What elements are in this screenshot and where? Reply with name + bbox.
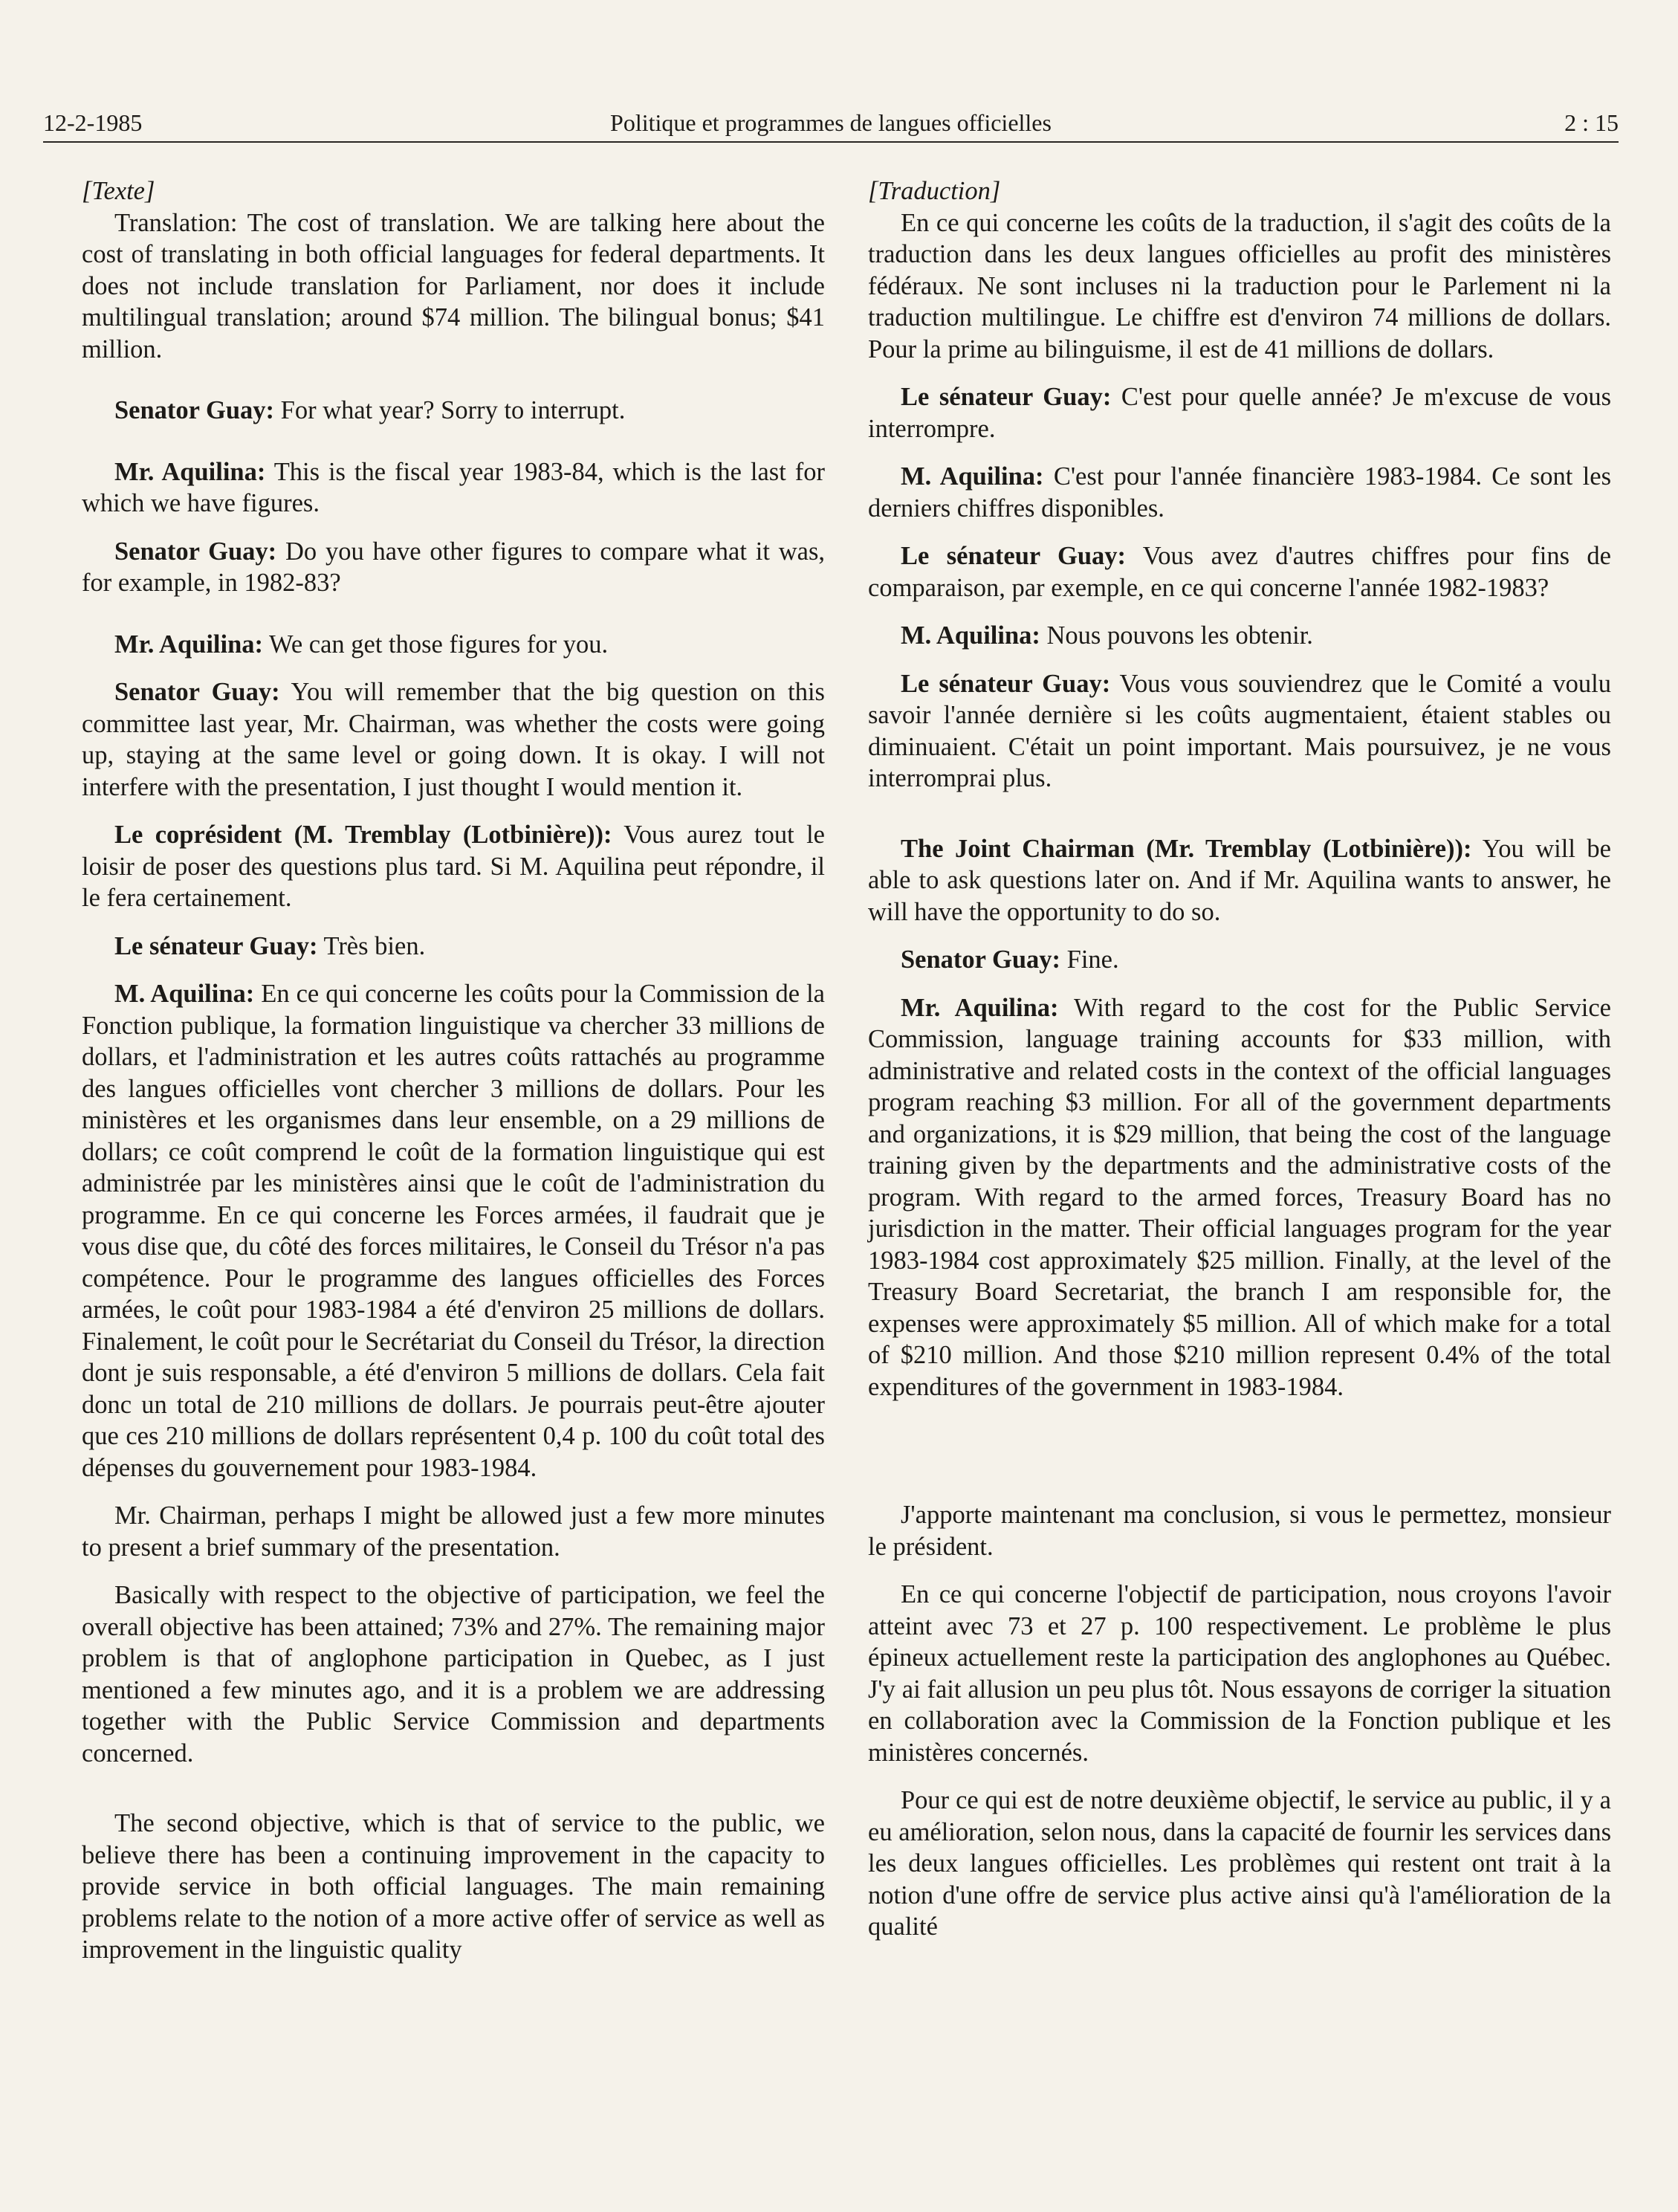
speech-text: Do you have other figures to compare what it was, for example, in 1982-83? xyxy=(82,537,825,597)
paragraph xyxy=(868,833,1611,928)
speaker-name: Senator Guay: xyxy=(114,537,277,566)
speaker-name: Le sénateur Guay: xyxy=(901,383,1112,411)
speech-text: Vous vous souviendrez que le Comité a voulu savoir l'année dernière si les coûts augmentaient, étaient stables ou diminuaient. C'était un point important. Mais poursuivez, je ne vous interromprai plus. xyxy=(868,669,1611,792)
paragraph xyxy=(868,992,1611,1403)
language-marker: [Traduction] xyxy=(868,177,1001,205)
speech-text: C'est pour l'année financière 1983-1984. Ce sont les derniers chiffres disponibles. xyxy=(868,462,1611,523)
speaker-name: Mr. Aquilina: xyxy=(114,457,266,486)
speech-text: For what year? Sorry to interrupt. xyxy=(274,396,626,424)
speech-text: Vous aurez tout le loisir de poser des questions plus tard. Si M. Aquilina peut répondre, il le fera certainement. xyxy=(82,821,825,912)
speech-text: You will remember that the big question on this committee last year, Mr. Chairman, was whether the costs were going up, staying at the same level or going down. It is okay. I will not interfere with the presentation, I just thought I would mention it. xyxy=(82,678,825,801)
speaker-name: M. Aquilina: xyxy=(114,980,255,1008)
paragraph: J'apporte maintenant ma conclusion, si vous le permettez, monsieur le président. xyxy=(868,1501,1611,1561)
left-column-english xyxy=(82,175,825,1982)
paragraph xyxy=(82,978,825,1484)
speech-text: Vous avez d'autres chiffres pour fins de comparaison, par exemple, en ce qui concerne l'année 1982-1983? xyxy=(868,542,1611,602)
paragraph xyxy=(868,540,1611,604)
speech-text: With regard to the cost for the Public Service Commission, language training accounts for $33 million, with administrative and related costs in the context of the official languages program reaching $3 million. For all of the government departments and organizations, it is $29 million, that being the cost of the language training given by the departments and the administrative costs of the program. With regard to the armed forces, Treasury Board has no jurisdiction in the matter. Their official languages program for the year 1983-1984 cost approximately $25 million. Finally, at the level of the Treasury Board Secretariat, the branch I am responsible for, the expenses were approximately $5 million. All of which make for a total of $210 million. And those $210 million represent 0.4% of the total expenditures of the government in 1983-1984. xyxy=(868,993,1611,1401)
paragraph xyxy=(868,944,1611,976)
paragraph: The second objective, which is that of service to the public, we believe there has been a continuing improvement in the capacity to provide service in both official languages. The main remaining problems relate to the notion of a more active offer of service as well as improvement in the linguistic quality xyxy=(82,1809,825,1964)
paragraph xyxy=(82,456,825,520)
speaker-name: Le sénateur Guay: xyxy=(114,931,318,960)
header-page-number: 2 : 15 xyxy=(1564,109,1619,136)
speech-text: You will be able to ask questions later on. And if Mr. Aquilina wants to answer, he will have the opportunity to do so. xyxy=(868,834,1611,926)
paragraph xyxy=(82,536,825,599)
paragraph xyxy=(82,931,825,963)
right-column-french xyxy=(868,175,1611,1959)
paragraph xyxy=(868,668,1611,795)
speaker-name: Le coprésident (M. Tremblay (Lotbinière)): xyxy=(114,821,612,849)
speaker-name: Senator Guay: xyxy=(114,678,280,706)
speech-text: We can get those figures for you. xyxy=(263,630,609,659)
speech-text: C'est pour quelle année? Je m'excuse de vous interrompre. xyxy=(868,383,1611,443)
speaker-name: M. Aquilina: xyxy=(901,621,1040,650)
paragraph xyxy=(82,676,825,803)
speaker-name: Senator Guay: xyxy=(114,396,275,424)
speaker-name: Mr. Aquilina: xyxy=(114,630,264,659)
speech-text: Fine. xyxy=(1060,945,1119,974)
speech-text: Très bien. xyxy=(317,931,426,960)
speaker-name: M. Aquilina: xyxy=(901,462,1044,491)
speaker-name: Senator Guay: xyxy=(901,945,1061,974)
paragraph xyxy=(82,819,825,914)
paragraph: En ce qui concerne l'objectif de participation, nous croyons l'avoir atteint avec 73 et 27 p. 100 respectivement. Le problème le plus épineux actuellement reste la participation des anglophones au Québec. J'y ai fait allusion un peu plus tôt. Nous essayons de corriger la situation en collaboration avec la Commission de la Fonction publique et les ministères concernés. xyxy=(868,1580,1611,1767)
paragraph xyxy=(868,381,1611,444)
paragraph: En ce qui concerne les coûts de la traduction, il s'agit des coûts de la traduction dans les deux langues officielles au profit des ministères fédéraux. Ne sont incluses ni la traduction pour le Parlement ni la traduction multilingue. Le chiffre est d'environ 74 millions de dollars. Pour la prime au bilinguisme, il est de 41 millions de dollars. xyxy=(868,208,1611,363)
speech-text: This is the fiscal year 1983-84, which is the last for which we have figures. xyxy=(82,457,825,517)
header-date: 12-2-1985 xyxy=(43,109,143,136)
speaker-name: The Joint Chairman (Mr. Tremblay (Lotbinière)): xyxy=(901,834,1472,863)
paragraph xyxy=(82,629,825,661)
paragraph: Basically with respect to the objective of participation, we feel the overall objective has been attained; 73% and 27%. The remaining major problem is that of anglophone participation in Quebec, as I just mentioned a few minutes ago, and it is a problem we are addressing together with the Public Service Commission and departments concerned. xyxy=(82,1581,825,1768)
speaker-name: Mr. Aquilina: xyxy=(901,993,1059,1022)
paragraph xyxy=(82,395,825,427)
running-header xyxy=(43,104,1619,143)
paragraph xyxy=(868,461,1611,524)
speech-text: En ce qui concerne les coûts pour la Commission de la Fonction publique, la formation linguistique va chercher 33 millions de dollars, et l'administration et les autres coûts rattachés au programme des langues officielles vont chercher 3 millions de dollars. Pour les ministères et les organismes dans leur ensemble, on a 29 millions de dollars; ce coût comprend le coût de la formation linguistique qui est administrée par les ministères ainsi que le coût de l'administration du programme. En ce qui concerne les Forces armées, il faudrait que je vous dise que, du côté des forces militaires, le Conseil du Trésor n'a pas compétence. Pour le programme des langues officielles des Forces armées, le coût pour 1983-1984 a été d'environ 25 millions de dollars. Finalement, le coût pour le Secrétariat du Conseil du Trésor, la direction dont je suis responsable, a été d'environ 5 millions de dollars. Cela fait donc un total de 210 millions de dollars. Je pourrais peut-être ajouter que ces 210 millions de dollars représentent 0,4 p. 100 du coût total des dépenses du gouvernement pour 1983-1984. xyxy=(82,980,825,1482)
paragraph: Mr. Chairman, perhaps I might be allowed just a few more minutes to present a brief summary of the presentation. xyxy=(82,1501,825,1562)
language-marker: [Texte] xyxy=(82,177,155,205)
paragraph: Translation: The cost of translation. We are talking here about the cost of translating in both official languages for federal departments. It does not include translation for Parliament, nor does it include multilingual translation; around $74 million. The bilingual bonus; $41 million. xyxy=(82,208,825,363)
header-title: Politique et programmes de langues officielles xyxy=(610,109,1052,136)
speaker-name: Le sénateur Guay: xyxy=(901,669,1111,698)
paragraph xyxy=(868,620,1611,652)
paragraph: Pour ce qui est de notre deuxième objectif, le service au public, il y a eu amélioration, selon nous, dans la capacité de fournir les services dans les deux langues officielles. Les problèmes qui restent ont trait à la notion d'une offre de service plus active ainsi qu'à l'amélioration de la qualité xyxy=(868,1786,1611,1941)
speaker-name: Le sénateur Guay: xyxy=(901,542,1127,570)
speech-text: Nous pouvons les obtenir. xyxy=(1040,621,1313,650)
